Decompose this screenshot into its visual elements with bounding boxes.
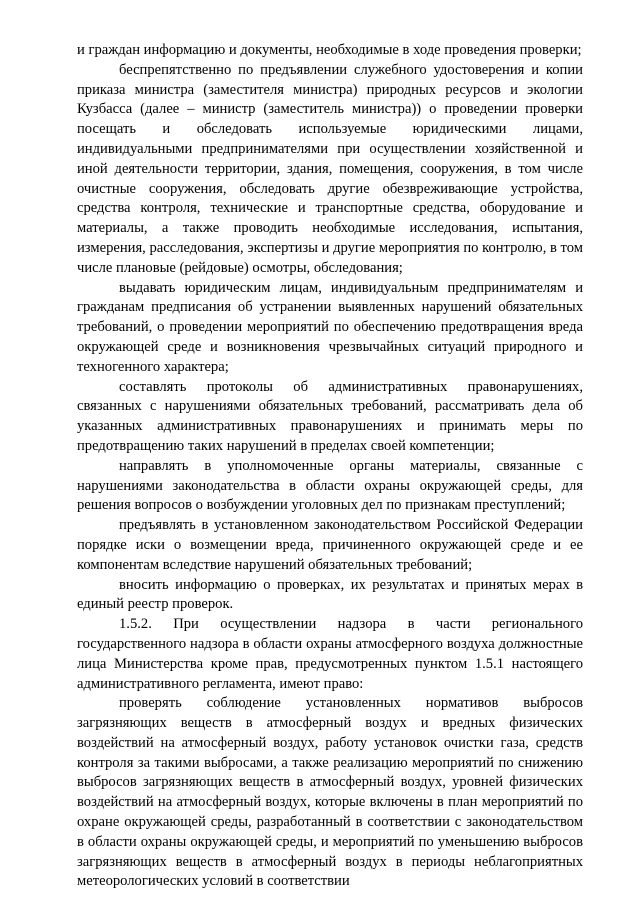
paragraph-claims: предъявлять в установленном законодательством Российской Федерации порядке иски о возмещении вреда, причиненного окружающей среде и ее компонентам вследствие нарушений обязательных требований; — [77, 517, 583, 573]
paragraph-section-1-5-2: 1.5.2. При осуществлении надзора в части регионального государственного надзора в области охраны атмосферного воздуха должностные лица Министерства кроме прав, предусмотренных пунктом 1.5.1 настоящего административного регламента, имеют право: — [77, 616, 583, 692]
paragraph-protocols: составлять протоколы об административных правонарушениях, связанных с нарушениями обязательных требований, рассматривать дела об указанных административных правонарушениях и принимать меры по предотвращению таких нарушений в пределах своей компетенции; — [77, 378, 583, 454]
document-page — [77, 41, 583, 892]
paragraph-issue-orders: выдавать юридическим лицам, индивидуальным предпринимателям и гражданам предписания об устранении выявленных нарушений обязательных требований, о проведении мероприятий по обеспечению предотвращения вреда окружающей среде и возникновения чрезвычайных ситуаций природного и техногенного характера; — [77, 279, 583, 375]
paragraph-check-emissions: проверять соблюдение установленных нормативов выбросов загрязняющих веществ в атмосферный воздух и вредных физических воздействий на атмосферный воздух, работу установок очистки газа, средств контроля за такими выбросами, а также реализацию мероприятий по снижению выбросов загрязняющих веществ в атмосферный воздух, уровней физических воздействий на атмосферный воздух, которые включены в план мероприятий по охране окружающей среды, разработанный в соответствии с законодательством в области охраны окружающей среды, и мероприятий по уменьшению выбросов загрязняющих веществ в атмосферный воздух в периоды неблагоприятных метеорологических условий в соответствии — [77, 695, 583, 890]
paragraph-registry: вносить информацию о проверках, их результатах и принятых мерах в единый реестр проверок. — [77, 576, 583, 613]
paragraph-continuation: и граждан информацию и документы, необходимые в ходе проведения проверки; — [77, 42, 582, 58]
paragraph-inspection-access: беспрепятственно по предъявлении служебного удостоверения и копии приказа министра (заместителя министра) природных ресурсов и экологии Кузбасса (далее – министр (заместитель министра)) о проведении проверки посещать и обследовать используемые юридическими лицами, индивидуальными предпринимателями при осуществлении хозяйственной и иной деятельности территории, здания, помещения, сооружения, в том числе очистные сооружения, обследовать другие обезвреживающие устройства, средства контроля, технические и транспортные средства, оборудование и материалы, а также проводить необходимые исследования, испытания, измерения, расследования, экспертизы и другие мероприятия по контролю, в том числе плановые (рейдовые) осмотры, обследования; — [77, 61, 583, 276]
paragraph-send-materials: направлять в уполномоченные органы материалы, связанные с нарушениями законодательства в области охраны окружающей среды, для решения вопросов о возбуждении уголовных дел по признакам преступлений; — [77, 457, 583, 514]
